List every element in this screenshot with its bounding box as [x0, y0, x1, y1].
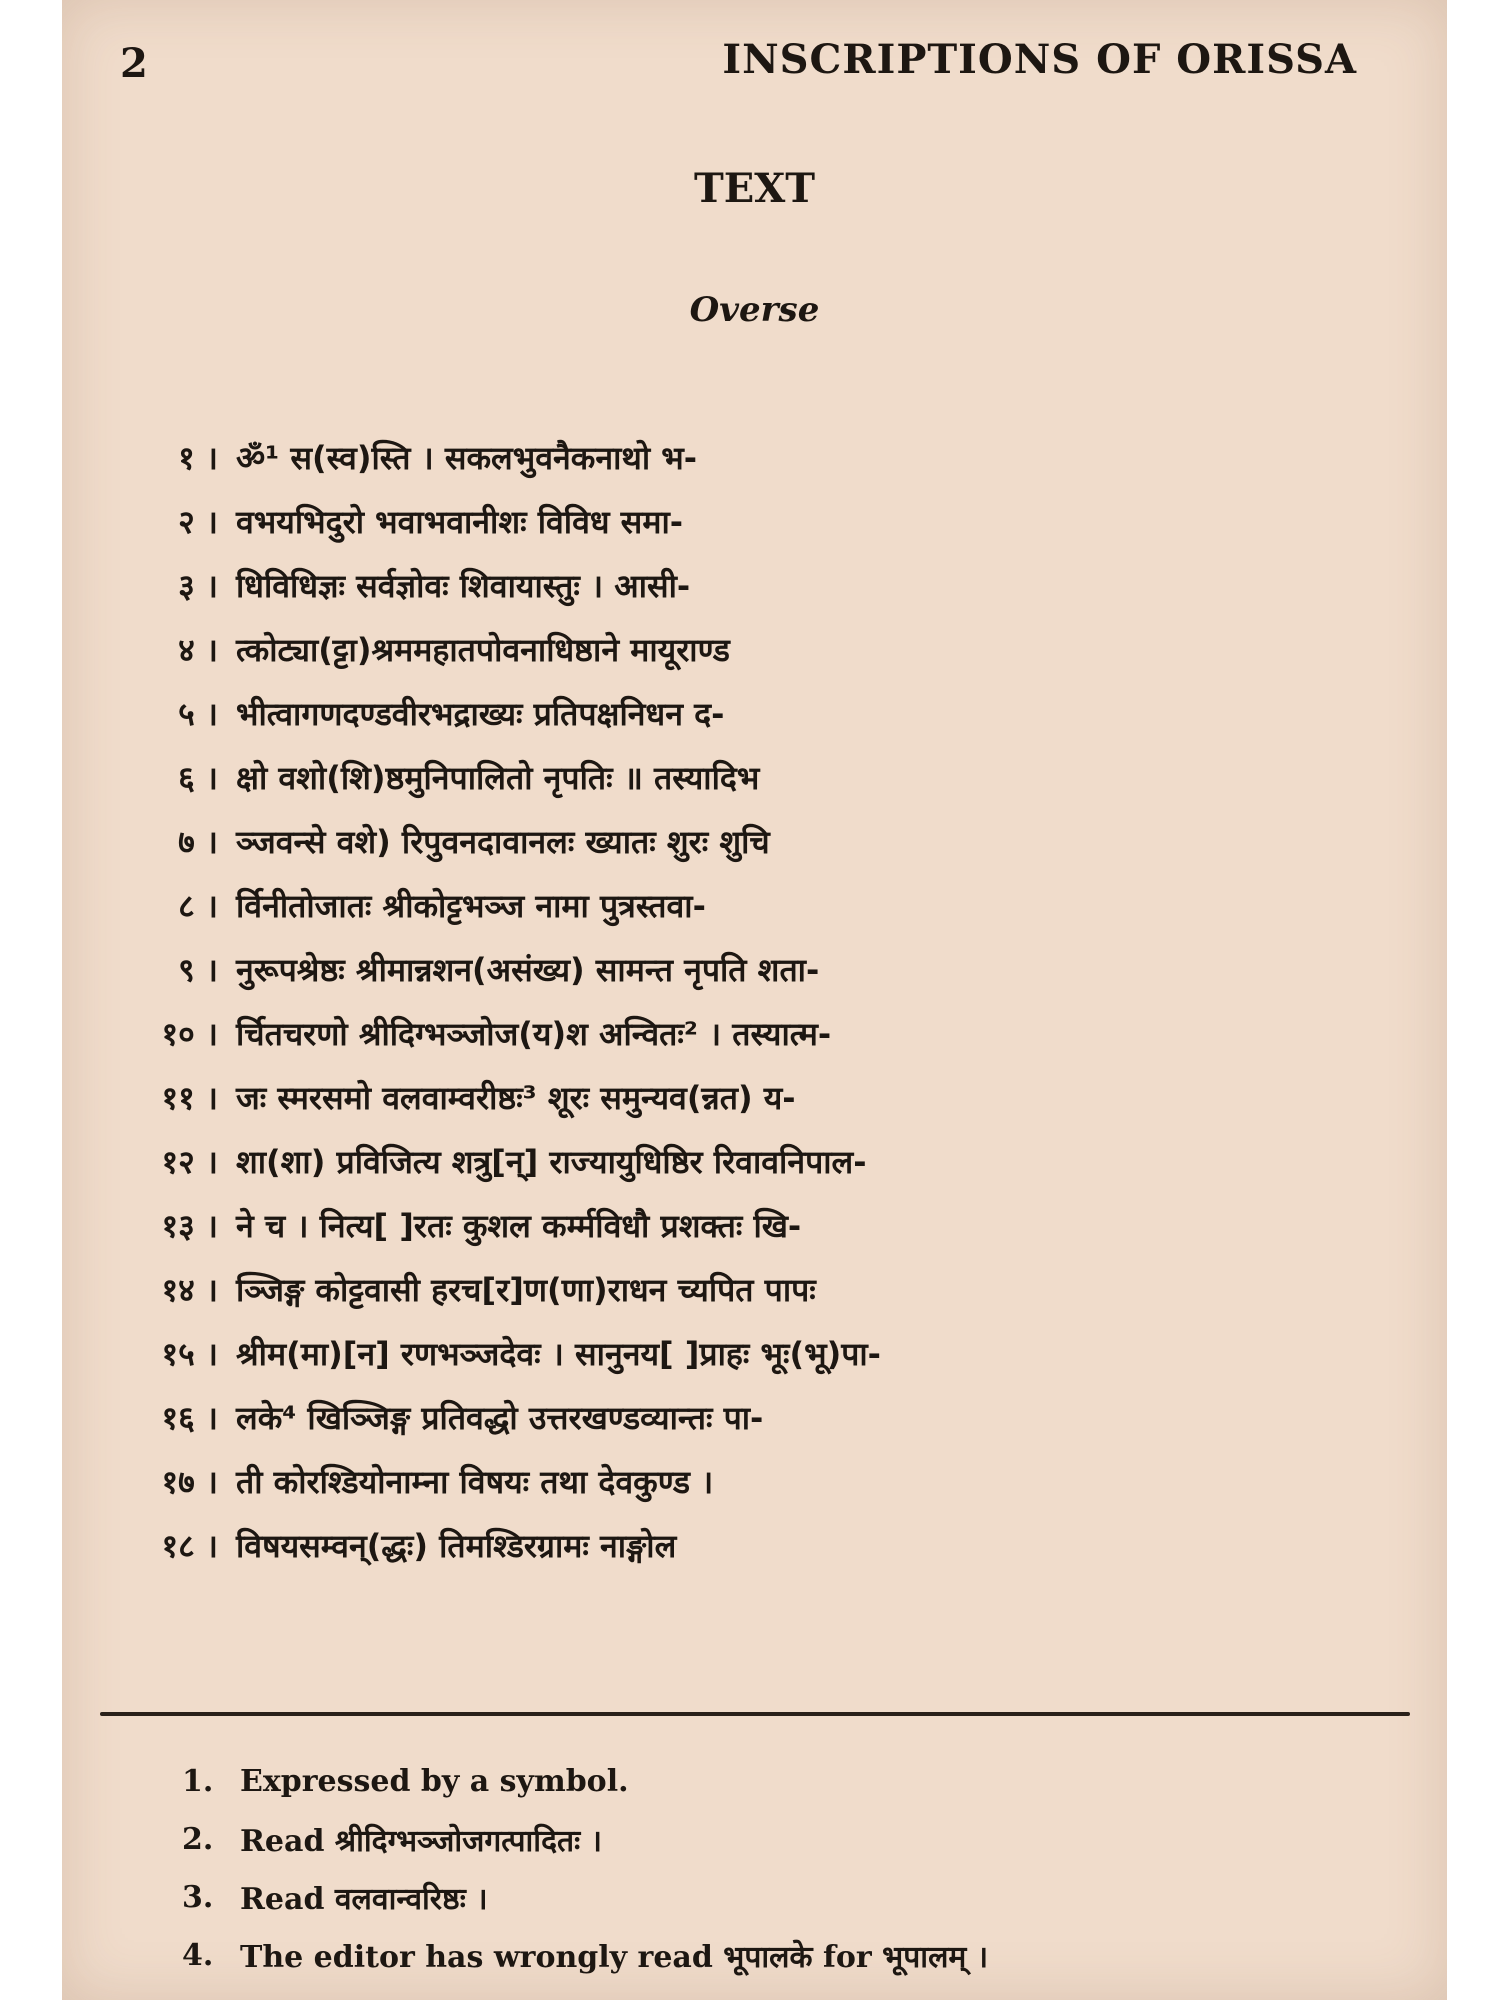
page-number: 2: [120, 40, 148, 87]
line-number: १० ।: [161, 1014, 218, 1053]
line-number: १८ ।: [161, 1526, 218, 1565]
line-number: २ ।: [178, 502, 218, 541]
line-text: धिविधिज्ञः सर्वज्ञोवः शिवायास्तुः । आसी-: [236, 566, 691, 605]
footnote-divider: [100, 1712, 1410, 1716]
footnote-number: 2.: [182, 1821, 214, 1857]
line-number: १३ ।: [161, 1206, 218, 1245]
inscription-line: [122, 1193, 1282, 1257]
line-number: १ ।: [178, 438, 218, 477]
inscription-line: [122, 1385, 1282, 1449]
inscription-line: [122, 1065, 1282, 1129]
line-text: र्विनीतोजातः श्रीकोट्टभञ्ज नामा पुत्रस्तवा-: [236, 886, 706, 925]
line-text: लके⁴ खिञ्जिङ्ग प्रतिवद्धो उत्तरखण्डव्यान्तः पा-: [236, 1398, 764, 1437]
inscription-line: [122, 617, 1282, 681]
footnote: [182, 1810, 1302, 1868]
footnote: [182, 1752, 1302, 1810]
line-number: ८ ।: [178, 886, 218, 925]
line-text: र्चितचरणो श्रीदिग्भञ्जोज(य)श अन्वितः² । तस्यात्म-: [236, 1014, 832, 1053]
line-text: ञ्जवन्से वशे) रिपुवनदावानलः ख्यातः शुरः शुचि: [236, 822, 770, 861]
footnote-text: The editor has wrongly read भूपालके for भूपालम् ।: [240, 1939, 989, 1975]
inscription-line: [122, 1321, 1282, 1385]
inscription-line: [122, 1257, 1282, 1321]
line-number: ९ ।: [178, 950, 218, 989]
line-text: श्रीम(मा)[न] रणभञ्जदेवः । सानुनय[ ]प्राहः भूः(भू)पा-: [236, 1334, 881, 1373]
inscription-line: [122, 809, 1282, 873]
line-text: ने च । नित्य[ ]रतः कुशल कर्म्मविधौ प्रशक्तः खि-: [236, 1206, 802, 1245]
line-number: ६ ।: [178, 758, 218, 797]
line-text: ती कोरश्डियोनाम्ना विषयः तथा देवकुण्ड ।: [236, 1462, 714, 1501]
footnote: [182, 1868, 1302, 1926]
line-number: १७ ।: [161, 1462, 218, 1501]
line-number: ५ ।: [178, 694, 218, 733]
inscription-line: [122, 1513, 1282, 1577]
footnote-number: 4.: [182, 1937, 214, 1973]
inscription-text: [122, 425, 1282, 1577]
line-text: शा(शा) प्रविजित्य शत्रु[न्] राज्यायुधिष्ठिर रिवावनिपाल-: [236, 1142, 867, 1181]
footnote-number: 1.: [182, 1763, 214, 1799]
footnote: [182, 1926, 1302, 1984]
footnote-text: Read वलवान्वरिष्ठः ।: [240, 1881, 488, 1917]
line-number: १६ ।: [161, 1398, 218, 1437]
footnote-text: Expressed by a symbol.: [240, 1763, 629, 1799]
inscription-line: [122, 681, 1282, 745]
book-page: [62, 0, 1447, 2000]
inscription-line: [122, 489, 1282, 553]
inscription-line: [122, 745, 1282, 809]
footnote-number: 3.: [182, 1879, 214, 1915]
line-number: ११ ।: [161, 1078, 218, 1117]
line-number: ४ ।: [178, 630, 218, 669]
inscription-line: [122, 1449, 1282, 1513]
line-number: १२ ।: [161, 1142, 218, 1181]
inscription-line: [122, 1129, 1282, 1193]
section-title: TEXT: [693, 165, 816, 212]
inscription-line: [122, 937, 1282, 1001]
line-number: ७ ।: [178, 822, 218, 861]
footnotes: [182, 1752, 1302, 1984]
line-number: १५ ।: [161, 1334, 218, 1373]
line-text: विषयसम्वन्(द्धः) तिमश्डिरग्रामः नाङ्गोल: [236, 1526, 677, 1565]
line-text: क्षो वशो(शि)ष्ठमुनिपालितो नृपतिः ॥ तस्यादिभ: [236, 758, 760, 797]
side-label: Overse: [689, 290, 820, 330]
inscription-line: [122, 425, 1282, 489]
line-number: १४ ।: [161, 1270, 218, 1309]
footnote-text: Read श्रीदिग्भञ्जोजगत्पादितः ।: [240, 1823, 602, 1859]
inscription-line: [122, 553, 1282, 617]
inscription-line: [122, 1001, 1282, 1065]
line-text: भीत्वागणदण्डवीरभद्राख्यः प्रतिपक्षनिधन द-: [236, 694, 725, 733]
line-text: नुरूपश्रेष्ठः श्रीमान्नशन(असंख्य) सामन्त नृपति शता-: [236, 950, 820, 989]
line-number: ३ ।: [178, 566, 218, 605]
line-text: वभयभिदुरो भवाभवानीशः विविध समा-: [236, 502, 684, 541]
line-text: जः स्मरसमो वलवाम्वरीष्ठः³ शूरः समुन्यव(न्नत) य-: [236, 1078, 796, 1117]
running-title: INSCRIPTIONS OF ORISSA: [722, 36, 1357, 83]
line-text: त्कोट्या(ट्टा)श्रममहातपोवनाधिष्ठाने मायूराण्ड: [236, 630, 730, 669]
line-text: ॐ¹ स(स्व)स्ति । सकलभुवनैकनाथो भ-: [236, 438, 698, 477]
line-text: ञ्जिङ्ग कोट्टवासी हरच[र]ण(णा)राधन च्यपित पापः: [236, 1270, 816, 1309]
inscription-line: [122, 873, 1282, 937]
